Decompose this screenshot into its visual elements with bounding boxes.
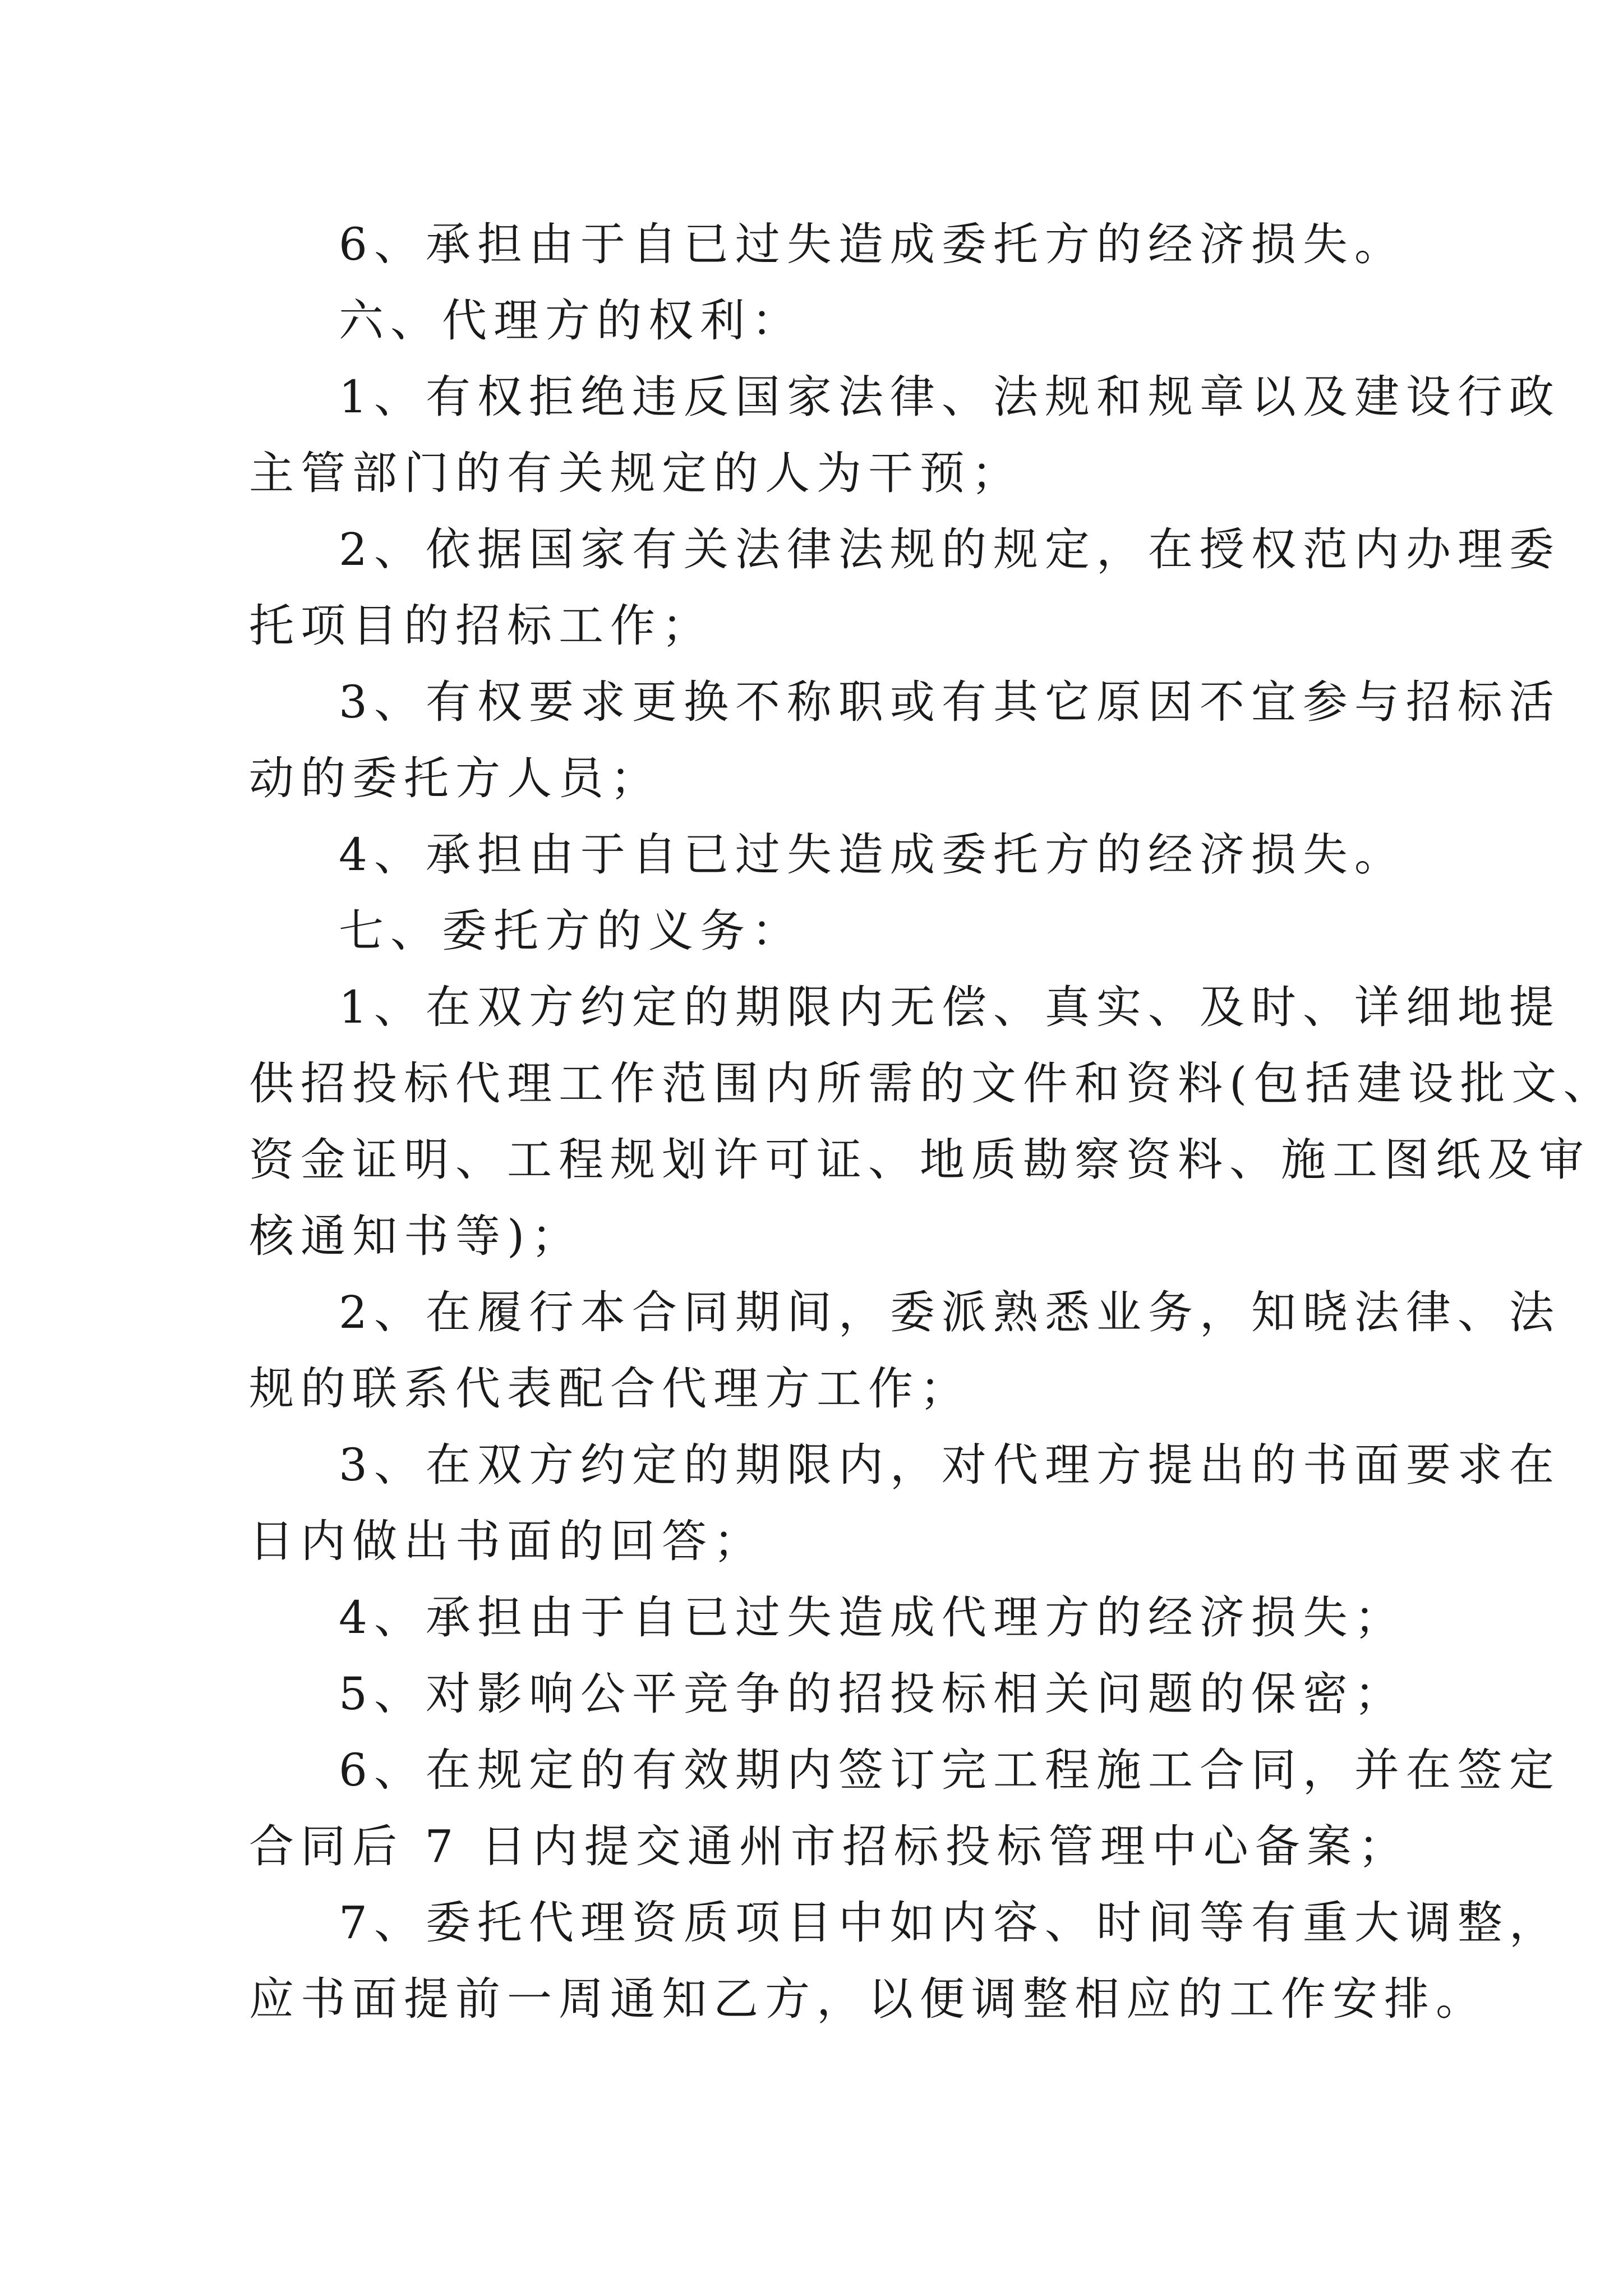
paragraph-line: 2、在履行本合同期间，委派熟悉业务，知晓法律、法 bbox=[339, 1286, 1561, 1338]
paragraph-line: 合同后 7 日内提交通州市招标投标管理中心备案； bbox=[249, 1820, 1410, 1872]
paragraph-line: 1、在双方约定的期限内无偿、真实、及时、详细地提 bbox=[339, 981, 1561, 1033]
paragraph-line: 1、有权拒绝违反国家法律、法规和规章以及建设行政 bbox=[339, 371, 1561, 423]
document-body bbox=[249, 206, 1615, 2037]
section-heading: 六、代理方的权利： bbox=[339, 295, 803, 347]
paragraph-line: 主管部门的有关规定的人为干预； bbox=[249, 447, 1023, 499]
paragraph-line: 应书面提前一周通知乙方，以便调整相应的工作安排。 bbox=[249, 1973, 1487, 2025]
paragraph-line: 核通知书等)； bbox=[249, 1210, 583, 1262]
paragraph-line: 日内做出书面的回答； bbox=[249, 1515, 765, 1567]
paragraph-line: 规的联系代表配合代理方工作； bbox=[249, 1363, 971, 1415]
paragraph-line: 托项目的招标工作； bbox=[249, 600, 713, 652]
paragraph-line: 4、承担由于自已过失造成代理方的经济损失； bbox=[339, 1591, 1406, 1644]
paragraph-line: 7、委托代理资质项目中如内容、时间等有重大调整， bbox=[339, 1897, 1561, 1949]
paragraph-line: 资金证明、工程规划许可证、地质勘察资料、施工图纸及审 bbox=[249, 1134, 1590, 1186]
paragraph-line: 3、有权要求更换不称职或有其它原因不宜参与招标活 bbox=[339, 676, 1561, 728]
paragraph-line: 供招投标代理工作范围内所需的文件和资料(包括建设批文、 bbox=[249, 1057, 1615, 1110]
paragraph-line: 6、承担由于自已过失造成委托方的经济损失。 bbox=[339, 218, 1406, 270]
paragraph-line: 动的委托方人员； bbox=[249, 752, 662, 804]
paragraph-line: 4、承担由于自已过失造成委托方的经济损失。 bbox=[339, 829, 1406, 881]
paragraph-line: 6、在规定的有效期内签订完工程施工合同，并在签定 bbox=[339, 1744, 1561, 1796]
section-heading: 七、委托方的义务： bbox=[339, 905, 803, 957]
paragraph-line: 3、在双方约定的期限内，对代理方提出的书面要求在 bbox=[339, 1439, 1561, 1491]
paragraph-line: 5、对影响公平竞争的招投标相关问题的保密； bbox=[339, 1668, 1406, 1720]
paragraph-line: 2、依据国家有关法律法规的规定，在授权范内办理委 bbox=[339, 523, 1561, 576]
